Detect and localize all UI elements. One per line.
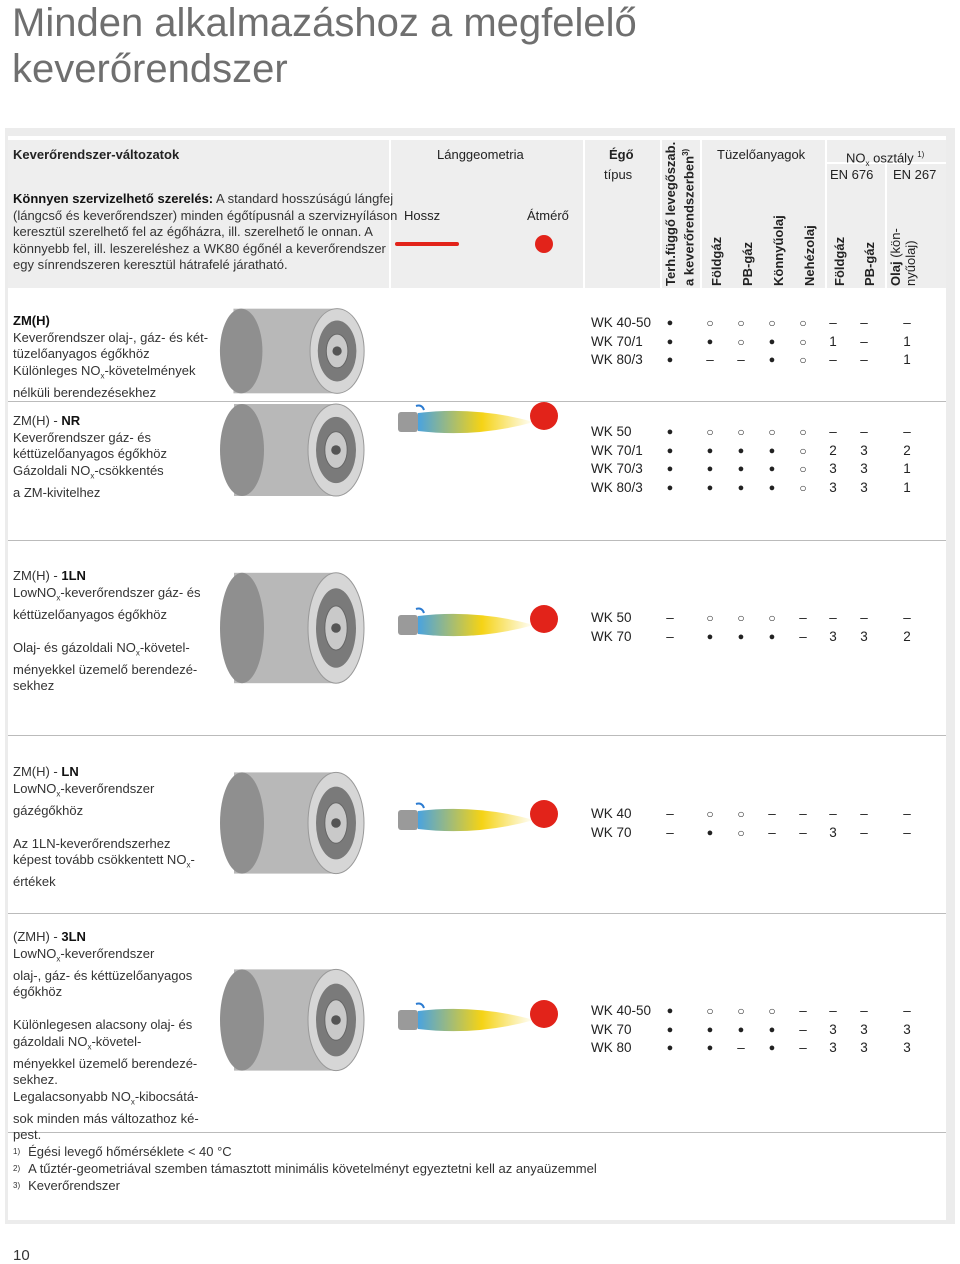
table-cell: 1 (829, 333, 837, 349)
table-cell: 3 (829, 1021, 837, 1037)
description-line: értékek (13, 874, 56, 890)
burner-type: WK 80 (591, 1040, 632, 1056)
footnote-3: $^{3)}$ Keverőrendszer (13, 1178, 120, 1193)
filled-dot-icon: ● (706, 335, 714, 348)
table-cell: – (666, 806, 674, 821)
filled-dot-icon: ● (706, 482, 714, 495)
filled-dot-icon: ● (737, 482, 745, 495)
description-line: tüzelőanyagos égőkhöz (13, 346, 150, 361)
table-cell: – (768, 806, 776, 821)
table-cell: – (829, 806, 837, 821)
variant-description (13, 764, 195, 891)
header-fuels: Tüzelőanyagok (717, 147, 806, 162)
filled-dot-icon: ● (768, 444, 776, 457)
header-en267: EN 267 (893, 167, 937, 182)
page-title (12, 0, 637, 92)
table-cell: – (903, 824, 911, 840)
filled-dot-icon: ● (706, 444, 714, 457)
mixing-system-photo (218, 768, 368, 878)
table-cell: – (706, 352, 714, 368)
empty-dot-icon: ○ (737, 316, 745, 330)
description-line: a ZM-kivitelhez (13, 484, 101, 500)
empty-dot-icon: ○ (768, 611, 776, 625)
header-col-nehezolaj: Nehézolaj (802, 225, 817, 286)
table-cell: – (799, 806, 807, 821)
page-title-line1: Minden alkalmazáshoz a megfelelő (12, 1, 637, 45)
filled-dot-icon: ● (768, 1042, 776, 1055)
empty-dot-icon: ○ (737, 611, 745, 625)
empty-dot-icon: ○ (799, 353, 807, 368)
table-cell: – (799, 628, 807, 644)
header-load-dependent: Terh.függő levegőszab. a keverőrendszerben$^{3)}$ (663, 141, 697, 286)
description-line: LowNO$_x$-keverőrendszer gáz- és (13, 584, 201, 603)
empty-dot-icon: ○ (799, 443, 807, 458)
table-cell: – (903, 806, 911, 821)
table-cell: – (860, 352, 868, 368)
filled-dot-icon: ● (768, 335, 776, 348)
flame-icon (396, 800, 536, 840)
table-cell: 1 (903, 352, 911, 368)
description-line: égőkhöz (13, 984, 63, 1000)
description-line: Az 1LN-keverőrendszerhez (13, 835, 171, 851)
description-line (13, 1001, 199, 1018)
burner-type: WK 70/1 (591, 333, 643, 349)
header-col-pbgaz: PB-gáz (740, 241, 755, 286)
filled-dot-icon: ● (768, 463, 776, 476)
burner-type: WK 40-50 (591, 1003, 652, 1018)
table-cell: – (903, 1003, 911, 1018)
header-col-nox-foldgaz: Földgáz (832, 236, 847, 286)
header-col-oil: Olaj (kön- nyűolaj) (888, 228, 918, 286)
header-intro-text: Könnyen szervizelhető szerelés: A standard hosszúságú lángfej (lángcső és keverőrendszer) minden égőtípusnál a szervizнyíláson keresztül szerelhető fel az égőházra, ill. szerelhető le onnan. A könnyebb fel, ill. leszereléshez a WK80 égőnél a keverőrendszer egy sínrendszeren keresztül hátrafelé járatható. (13, 191, 398, 272)
empty-dot-icon: ○ (768, 425, 776, 439)
variant-description (13, 413, 167, 501)
filled-dot-icon: ● (706, 463, 714, 476)
filled-dot-icon: ● (706, 826, 714, 839)
burner-type: WK 50 (591, 424, 632, 439)
filled-dot-icon: ● (737, 1023, 745, 1036)
burner-type: WK 70 (591, 628, 632, 644)
burner-type: WK 70/1 (591, 442, 643, 458)
table-cell: – (860, 1003, 868, 1018)
header-en676: EN 676 (830, 167, 874, 182)
description-line: nélküli berendezésekhez (13, 384, 157, 400)
header-divider (700, 140, 702, 288)
filled-dot-icon: ● (666, 444, 674, 457)
table-cell: 2 (903, 628, 911, 644)
mixing-system-photo (218, 568, 368, 688)
table-cell: – (903, 315, 911, 330)
filled-dot-icon: ● (666, 1042, 674, 1055)
variant-description (13, 313, 208, 401)
description-line: ményekkel üzemelő berendezé- (13, 1055, 198, 1071)
burner-type: WK 80/3 (591, 352, 643, 368)
description-line: kéttüzelőanyagos égőkhöz (13, 606, 167, 622)
table-cell: 1 (903, 480, 911, 496)
header-divider (660, 140, 662, 288)
diameter-circle-icon (530, 800, 558, 828)
table-cell: – (829, 352, 837, 368)
burner-type: WK 50 (591, 610, 632, 625)
description-line: Keverőrendszer gáz- és (13, 429, 152, 445)
table-cell: – (829, 610, 837, 625)
header-burner-type: típus (604, 167, 633, 182)
table-cell: – (799, 1040, 807, 1056)
table-cell: – (799, 824, 807, 840)
description-line: gázégőkhöz (13, 802, 84, 818)
description-line (13, 623, 201, 640)
table-cell: – (666, 628, 674, 644)
burner-type: WK 40 (591, 806, 632, 821)
length-bar-icon (395, 242, 459, 246)
footnote-2: $^{2)}$ A tűztér-geometriával szemben támasztott minimális követelményt egyeztetni kell az anyaüzemmel (13, 1161, 597, 1176)
burner-type: WK 40-50 (591, 315, 652, 330)
table-cell: – (829, 424, 837, 439)
description-line: Keverőrendszer olaj-, gáz- és két- (13, 329, 209, 345)
description-line: Különlegesen alacsony olaj- és (13, 1017, 193, 1033)
header-variants: Keverőrendszer-változatok (13, 147, 180, 162)
table-cell: 3 (829, 461, 837, 477)
description-line: sekhez. (13, 1072, 58, 1088)
filled-dot-icon: ● (737, 630, 745, 643)
filled-dot-icon: ● (706, 1023, 714, 1036)
filled-dot-icon: ● (737, 463, 745, 476)
table-cell: 3 (860, 480, 868, 496)
description-line: Legalacsonyabb $NO_x-kibocsátá-$ (13, 1088, 199, 1107)
filled-dot-icon: ● (666, 1023, 674, 1036)
table-cell: 3 (829, 480, 837, 496)
empty-dot-icon: ○ (706, 611, 714, 625)
filled-dot-icon: ● (768, 354, 776, 367)
description-line: ZM(H) - LN (13, 764, 79, 779)
header-col-konnyuolaj: Könnyűolaj (771, 215, 786, 286)
header-col-foldgaz: Földgáz (709, 236, 724, 286)
table-cell: – (737, 352, 745, 368)
filled-dot-icon: ● (768, 482, 776, 495)
description-line: ményekkel üzemelő berendezé- (13, 661, 198, 677)
table-cell: 3 (860, 1021, 868, 1037)
table-cell: 3 (829, 628, 837, 644)
footnote-1: $^{1)}$ Égési levegő hőmérséklete < 40 °C (13, 1144, 232, 1159)
header-length: Hossz (404, 208, 441, 223)
table-cell: – (768, 824, 776, 840)
diameter-circle-icon (535, 235, 553, 253)
table-cell: 3 (829, 1040, 837, 1056)
empty-dot-icon: ○ (706, 1004, 714, 1018)
page-title-line2: keverőrendszer (12, 47, 288, 91)
empty-dot-icon: ○ (737, 334, 745, 349)
flame-icon (396, 1000, 536, 1040)
filled-dot-icon: ● (666, 426, 674, 438)
table-cell: – (903, 424, 911, 439)
header-divider (885, 162, 887, 288)
table-cell: – (903, 610, 911, 625)
table-cell: – (860, 610, 868, 625)
filled-dot-icon: ● (706, 630, 714, 643)
empty-dot-icon: ○ (737, 425, 745, 439)
table-cell: – (737, 1040, 745, 1056)
filled-dot-icon: ● (666, 335, 674, 348)
mixing-system-photo (218, 400, 368, 500)
description-line: Olaj- és gázoldali $NO_x-követel-$ (13, 639, 190, 658)
filled-dot-icon: ● (706, 1042, 714, 1055)
table-cell: 3 (860, 442, 868, 458)
empty-dot-icon: ○ (737, 807, 745, 821)
description-line: Gázoldali $NO_x$-csökkentés (13, 462, 164, 481)
filled-dot-icon: ● (666, 1005, 674, 1017)
variant-description (13, 568, 201, 695)
table-cell: 3 (903, 1040, 911, 1056)
header-col-nox-pbgaz: PB-gáz (862, 241, 877, 286)
empty-dot-icon: ○ (799, 462, 807, 477)
header-divider (583, 140, 585, 288)
description-line: olaj-, gáz- és kéttüzelőanyagos (13, 967, 193, 983)
burner-type: WK 70 (591, 824, 632, 840)
row-divider (8, 735, 946, 736)
table-cell: – (860, 424, 868, 439)
description-line: kéttüzelőanyagos égőkhöz (13, 446, 167, 461)
diameter-circle-icon (530, 402, 558, 430)
filled-dot-icon: ● (666, 482, 674, 495)
flame-icon (396, 605, 536, 645)
table-cell: – (799, 1021, 807, 1037)
table-cell: – (799, 1003, 807, 1018)
table-cell: – (666, 824, 674, 840)
row-divider (8, 540, 946, 541)
diameter-circle-icon (530, 605, 558, 633)
empty-dot-icon: ○ (737, 825, 745, 840)
filled-dot-icon: ● (768, 1023, 776, 1036)
table-cell: 3 (829, 824, 837, 840)
table-cell: – (860, 333, 868, 349)
table-cell: 3 (860, 461, 868, 477)
filled-dot-icon: ● (768, 630, 776, 643)
diameter-circle-icon (530, 1000, 558, 1028)
description-line: pest. (13, 1127, 42, 1143)
mixing-system-photo (218, 965, 368, 1075)
description-line: ZM(H) - 1LN (13, 568, 86, 583)
description-line: LowNO$_x$-keverőrendszer (13, 945, 155, 964)
table-cell: – (860, 315, 868, 330)
filled-dot-icon: ● (666, 354, 674, 367)
description-line: (ZMH) - 3LN (13, 929, 86, 944)
table-cell: – (829, 1003, 837, 1018)
row-divider (8, 913, 946, 914)
empty-dot-icon: ○ (799, 316, 807, 330)
table-cell: 2 (903, 442, 911, 458)
empty-dot-icon: ○ (706, 425, 714, 439)
description-line: sok minden más változathoz ké- (13, 1110, 199, 1126)
burner-type: WK 70 (591, 1021, 632, 1037)
table-cell: – (829, 315, 837, 330)
description-line: ZM(H) - NR (13, 413, 81, 428)
header-burner: Égő (609, 147, 634, 162)
description-line: Különleges $NO_x$-követelmények (13, 362, 196, 381)
description-line: gázoldali $NO_x-követel-$ (13, 1033, 142, 1052)
empty-dot-icon: ○ (768, 1004, 776, 1018)
empty-dot-icon: ○ (768, 316, 776, 330)
table-cell: 1 (903, 333, 911, 349)
filled-dot-icon: ● (737, 444, 745, 457)
table-cell: – (666, 610, 674, 625)
empty-dot-icon: ○ (799, 481, 807, 496)
table-cell: – (860, 806, 868, 821)
table-cell: 3 (903, 1021, 911, 1037)
table-cell: 2 (829, 442, 837, 458)
burner-type: WK 70/3 (591, 461, 643, 477)
variant-description (13, 929, 199, 1144)
empty-dot-icon: ○ (706, 316, 714, 330)
header-diameter: Átmérő (527, 208, 569, 223)
description-line: ZM(H) (13, 313, 50, 328)
empty-dot-icon: ○ (799, 425, 807, 439)
description-line: sekhez (13, 678, 55, 694)
table-cell: 1 (903, 461, 911, 477)
flame-icon (396, 402, 536, 442)
description-line: LowNO$_x$-keverőrendszer (13, 780, 155, 799)
header-nox-class: $NO_x$ osztály $^{1)}$ (846, 150, 925, 168)
burner-type: WK 80/3 (591, 480, 643, 496)
description-line (13, 819, 195, 836)
mixing-system-photo (218, 305, 368, 397)
table-cell: 3 (860, 1040, 868, 1056)
empty-dot-icon: ○ (706, 807, 714, 821)
header-flame-geometry: Lánggeometria (437, 147, 524, 162)
empty-dot-icon: ○ (799, 334, 807, 349)
table-cell: – (860, 824, 868, 840)
table-cell: 3 (860, 628, 868, 644)
page-number: 10 (13, 1247, 30, 1264)
table-cell: – (799, 610, 807, 625)
filled-dot-icon: ● (666, 317, 674, 329)
description-line: képest tovább csökkentett $NO_x-$ (13, 852, 195, 870)
filled-dot-icon: ● (666, 463, 674, 476)
empty-dot-icon: ○ (737, 1004, 745, 1018)
